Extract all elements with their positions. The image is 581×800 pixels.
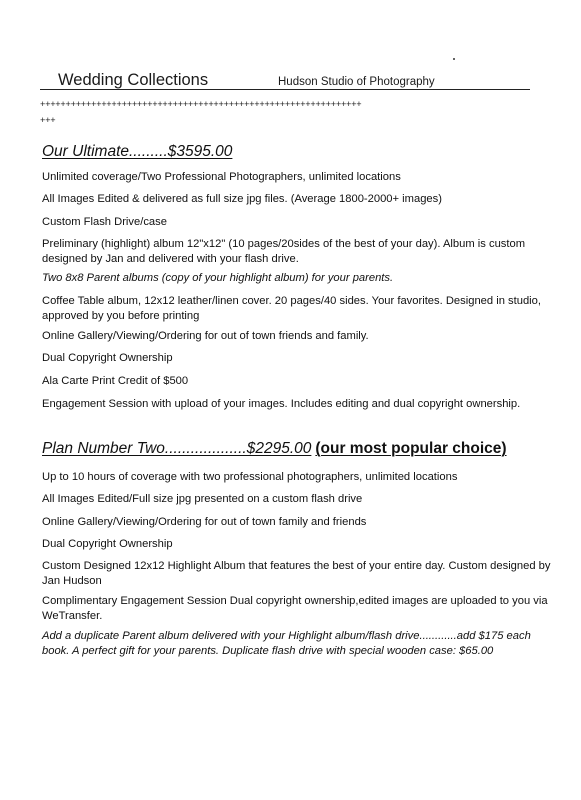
list-item: All Images Edited/Full size jpg presented on a custom flash drive [42, 493, 363, 505]
list-item: Complimentary Engagement Session Dual copyright ownership,edited images are uploaded to you via WeTransfer. [42, 595, 548, 622]
section-title-plan-two [42, 440, 507, 458]
plus-divider-line: +++++++++++++++++++++++++++++++++++++++++++++++++++++++++++++++ [40, 100, 362, 110]
list-item: Online Gallery/Viewing/Ordering for out of town family and friends [42, 516, 367, 528]
plus-divider-line-continued: +++ [40, 116, 56, 126]
section-title-ultimate: Our Ultimate.........$3595.00 [42, 143, 233, 160]
list-item: Dual Copyright Ownership [42, 538, 173, 550]
list-item: Online Gallery/Viewing/Ordering for out of town friends and family. [42, 330, 369, 342]
list-item: Engagement Session with upload of your images. Includes editing and dual copyright ownership. [42, 398, 521, 410]
list-item: Ala Carte Print Credit of $500 [42, 375, 189, 387]
studio-name: Hudson Studio of Photography [278, 76, 435, 88]
list-item: Custom Designed 12x12 Highlight Album that features the best of your entire day. Custom designed by Jan Hudson [42, 560, 551, 587]
list-item: Dual Copyright Ownership [42, 352, 173, 364]
list-item: Add a duplicate Parent album delivered with your Highlight album/flash drive............add $175 each book. A perfect gift for your parents. Duplicate flash drive with special wooden case: $65.00 [42, 630, 531, 657]
header-divider [40, 89, 530, 90]
plan-two-title: Plan Number Two...................$2295.00 [42, 440, 312, 457]
page-title: Wedding Collections [58, 71, 209, 89]
list-item: Unlimited coverage/Two Professional Photographers, unlimited locations [42, 171, 401, 183]
list-item: Coffee Table album, 12x12 leather/linen cover. 20 pages/40 sides. Your favorites. Designed in studio, approved by you before printing [42, 295, 541, 322]
list-item: Up to 10 hours of coverage with two professional photographers, unlimited locations [42, 471, 458, 483]
scan-speck [453, 58, 455, 60]
list-item: Preliminary (highlight) album 12"x12" (10 pages/20sides of the best of your day). Album is custom designed by Jan and delivered with your flash drive. [42, 238, 526, 265]
list-item: All Images Edited & delivered as full size jpg files. (Average 1800-2000+ images) [42, 193, 442, 205]
popular-choice-note: (our most popular choice) [315, 440, 507, 457]
list-item: Two 8x8 Parent albums (copy of your highlight album) for your parents. [42, 272, 394, 284]
list-item: Custom Flash Drive/case [42, 216, 167, 228]
